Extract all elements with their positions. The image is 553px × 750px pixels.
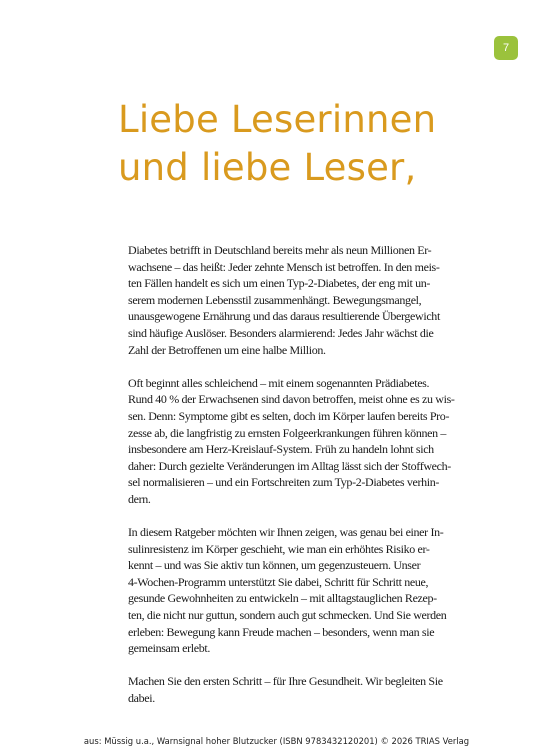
text-line: gemeinsam erlebt. [128, 641, 211, 656]
text-line: dern. [128, 491, 151, 506]
text-line: unausgewogene Ernährung und das daraus resultierende Übergewicht [128, 309, 440, 324]
page-number-badge: 7 [494, 36, 518, 60]
body-text [128, 242, 506, 707]
paragraph-4 [128, 673, 506, 706]
text-line: 4-Wochen-Programm unterstützt Sie dabei, Schritt für Schritt neue, [128, 574, 429, 589]
paragraph-1 [128, 242, 506, 358]
text-line: Rund 40 % der Erwachsenen sind davon betroffen, meist ohne es zu wis- [128, 392, 455, 407]
text-line: gesunde Gewohnheiten zu entwickeln – mit alltagstauglichen Rezep- [128, 591, 437, 606]
text-line: In diesem Ratgeber möchten wir Ihnen zeigen, was genau bei einer In- [128, 525, 444, 540]
text-line: Zahl der Betroffenen um eine halbe Million. [128, 342, 326, 357]
text-line: sulinresistenz im Körper geschieht, wie man ein erhöhtes Risiko er- [128, 541, 430, 556]
text-line: kennt – und was Sie aktiv tun können, um gegenzusteuern. Unser [128, 558, 421, 573]
text-line: serem modernen Lebensstil zusammenhängt. Bewegungsmangel, [128, 292, 422, 307]
text-line: dabei. [128, 691, 155, 706]
text-line: wachsene – das heißt: Jeder zehnte Mensch ist betroffen. In den meis- [128, 259, 440, 274]
text-line: Diabetes betrifft in Deutschland bereits mehr als neun Millionen Er- [128, 243, 432, 257]
text-line: sel normalisieren – und ein Fortschreiten zum Typ-2-Diabetes verhin- [128, 475, 440, 490]
page-title [118, 96, 518, 192]
title-line: und liebe Leser, [118, 146, 417, 189]
text-line: insbesondere am Herz-Kreislauf-System. Früh zu handeln lohnt sich [128, 442, 434, 457]
text-line: ten, die nicht nur guttun, sondern auch gut schmecken. Und Sie werden [128, 608, 447, 623]
title-line: Liebe Leserinnen [118, 98, 437, 141]
text-line: daher: Durch gezielte Veränderungen im Alltag lässt sich der Stoffwech- [128, 458, 451, 473]
text-line: zesse ab, die langfristig zu ernsten Folgeerkrankungen führen können – [128, 425, 447, 440]
text-line: sen. Denn: Symptome gibt es selten, doch im Körper laufen bereits Pro- [128, 408, 450, 423]
text-line: Oft beginnt alles schleichend – mit einem sogenannten Prädiabetes. [128, 375, 430, 390]
source-footer: aus: Müssig u.a., Warnsignal hoher Blutzucker (ISBN 9783432120201) © 2026 TRIAS Verlag [83, 736, 470, 746]
paragraph-2 [128, 375, 506, 508]
text-line: Machen Sie den ersten Schritt – für Ihre Gesundheit. Wir begleiten Sie [128, 674, 443, 689]
text-line: sind häufige Auslöser. Besonders alarmierend: Jedes Jahr wächst die [128, 325, 434, 340]
paragraph-3 [128, 524, 506, 657]
text-line: ten Fällen handelt es sich um einen Typ-2-Diabetes, der eng mit un- [128, 276, 431, 291]
text-line: erleben: Bewegung kann Freude machen – besonders, wenn man sie [128, 624, 435, 639]
